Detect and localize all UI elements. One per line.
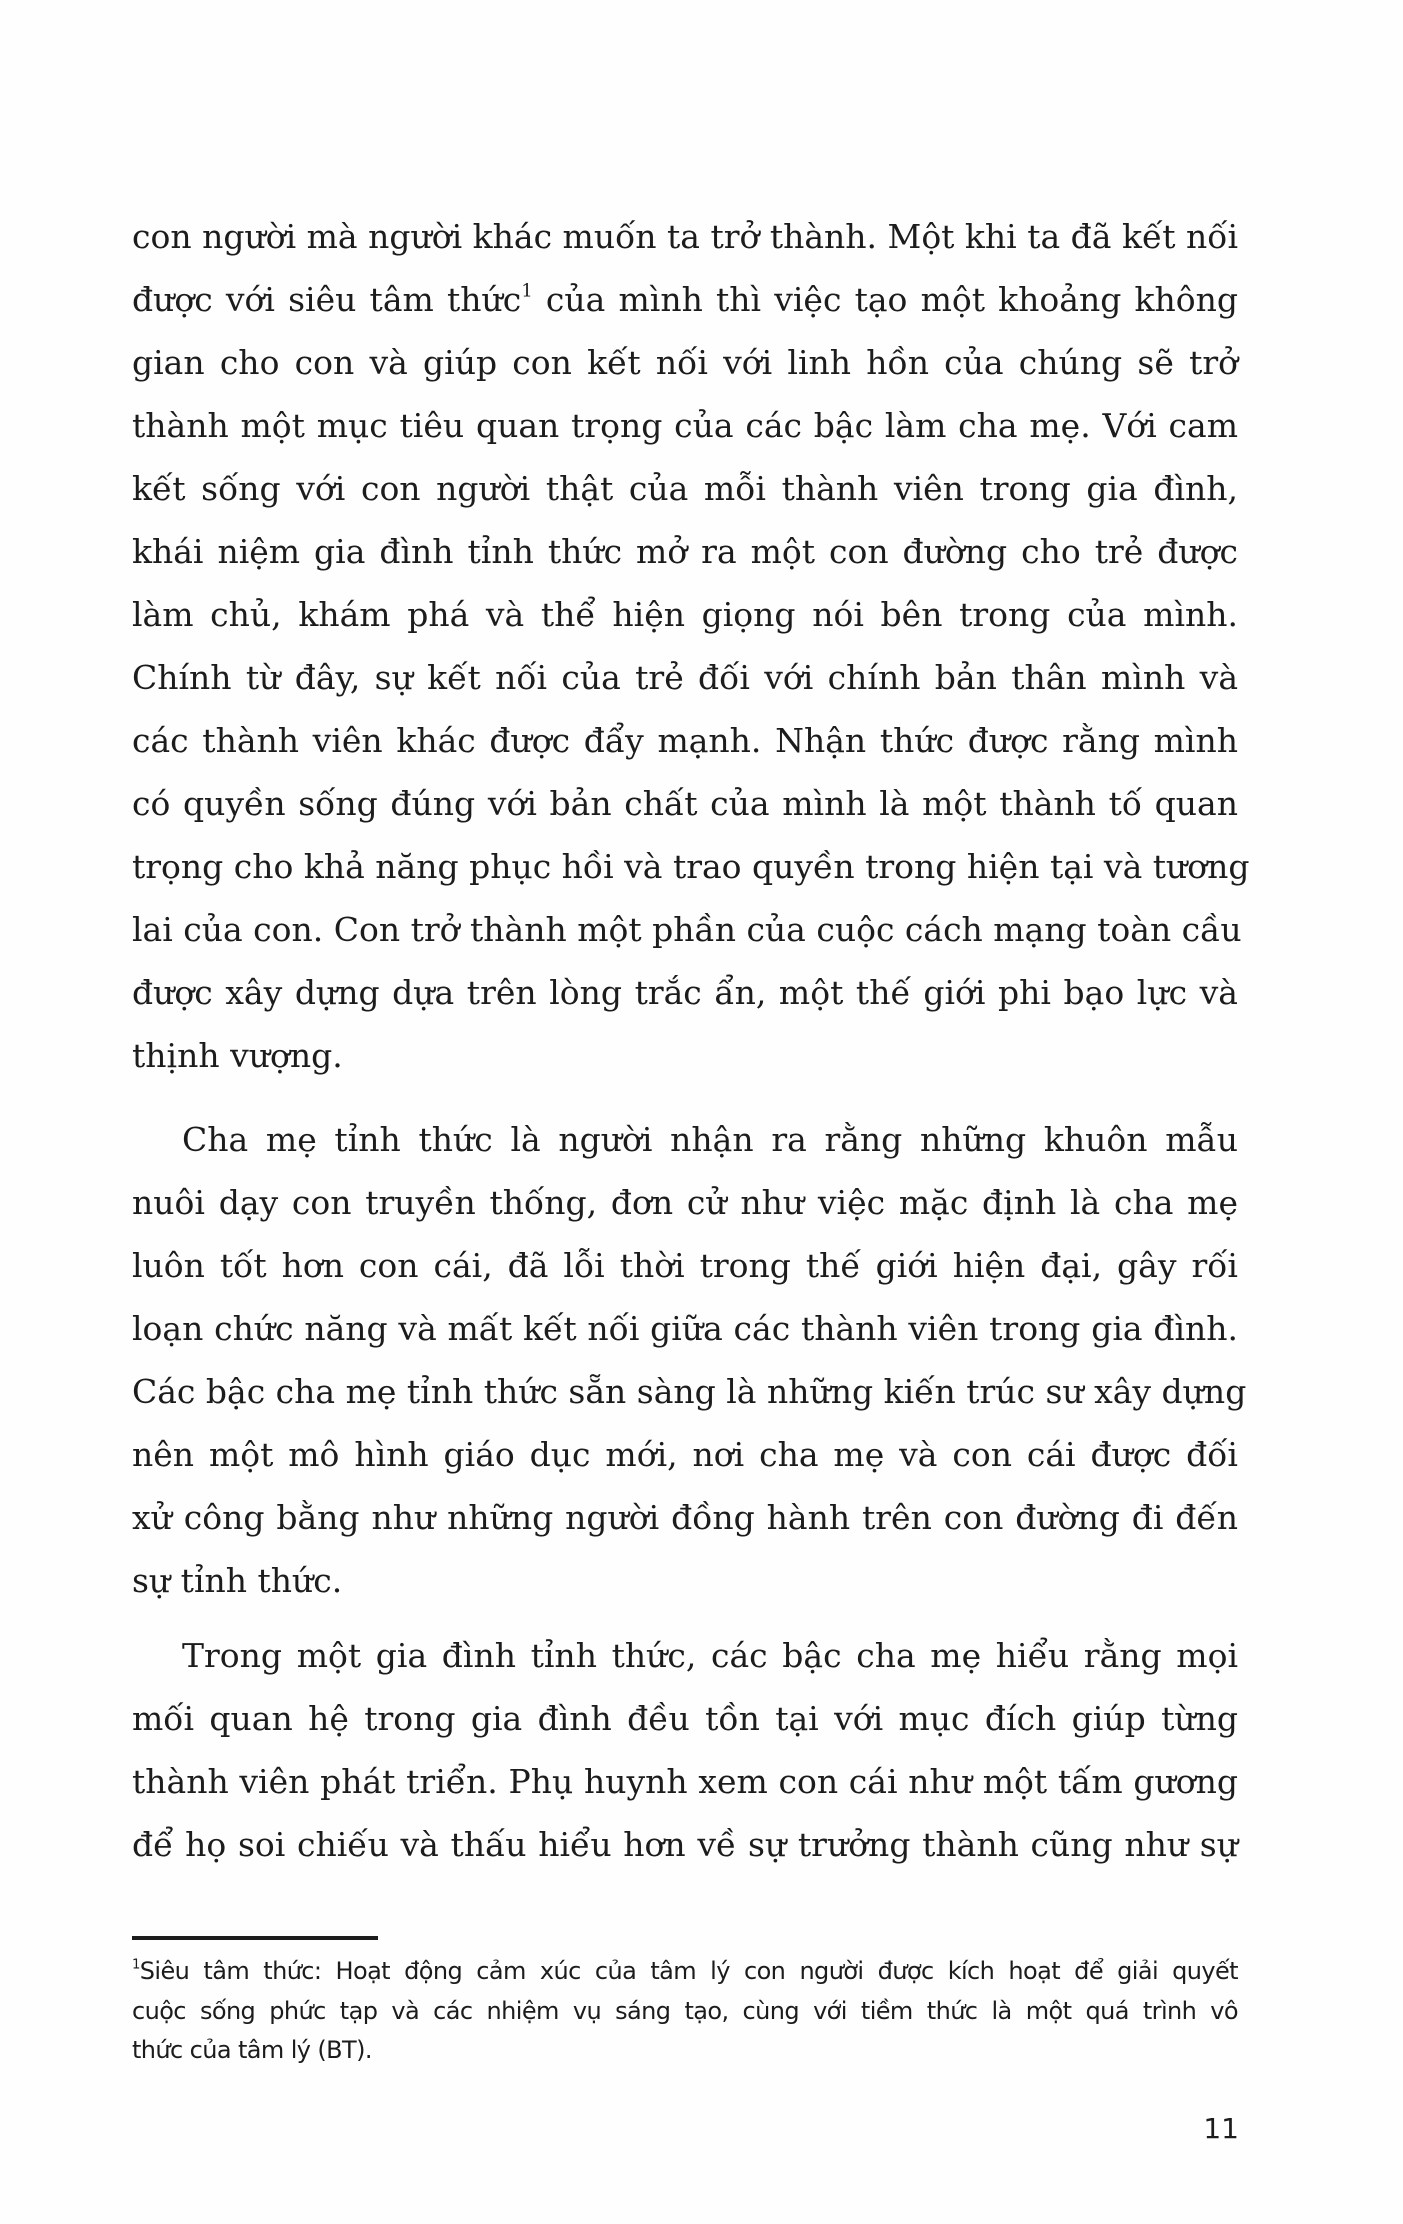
footnote-ref: 1 bbox=[521, 280, 533, 302]
footnote-line: thức của tâm lý (BT). bbox=[132, 2036, 372, 2064]
text-line: nên một mô hình giáo dục mới, nơi cha mẹ và con cái được đối bbox=[132, 1435, 1238, 1474]
text-line: xử công bằng như những người đồng hành trên con đường đi đến bbox=[132, 1498, 1238, 1537]
footnote-marker: 1 bbox=[132, 1957, 140, 1973]
text-line: lai của con. Con trở thành một phần của cuộc cách mạng toàn cầu bbox=[132, 910, 1242, 949]
text-line: có quyền sống đúng với bản chất của mình là một thành tố quan bbox=[132, 784, 1238, 823]
text-line: khái niệm gia đình tỉnh thức mở ra một con đường cho trẻ được bbox=[132, 532, 1238, 571]
text-line: Trong một gia đình tỉnh thức, các bậc cha mẹ hiểu rằng mọi bbox=[182, 1636, 1238, 1675]
paragraph-1 bbox=[132, 205, 1250, 1087]
text-line: loạn chức năng và mất kết nối giữa các thành viên trong gia đình. bbox=[132, 1309, 1238, 1348]
text-line bbox=[132, 268, 1238, 331]
text-line: thành một mục tiêu quan trọng của các bậc làm cha mẹ. Với cam bbox=[132, 406, 1238, 445]
paragraph-3 bbox=[132, 1624, 1238, 1876]
text-fragment: được với siêu tâm thức bbox=[132, 280, 522, 319]
footnote-divider bbox=[132, 1936, 378, 1940]
text-line: kết sống với con người thật của mỗi thành viên trong gia đình, bbox=[132, 469, 1238, 508]
paragraph-2 bbox=[132, 1108, 1247, 1612]
text-line: thành viên phát triển. Phụ huynh xem con cái như một tấm gương bbox=[132, 1762, 1238, 1801]
text-line: nuôi dạy con truyền thống, đơn cử như việc mặc định là cha mẹ bbox=[132, 1183, 1238, 1222]
text-line: trọng cho khả năng phục hồi và trao quyền trong hiện tại và tương bbox=[132, 847, 1250, 886]
text-line: thịnh vượng. bbox=[132, 1036, 343, 1075]
text-line: làm chủ, khám phá và thể hiện giọng nói bên trong của mình. bbox=[132, 595, 1238, 634]
text-line: gian cho con và giúp con kết nối với linh hồn của chúng sẽ trở bbox=[132, 343, 1238, 382]
footnote bbox=[132, 1952, 1238, 2071]
text-line: được xây dựng dựa trên lòng trắc ẩn, một thế giới phi bạo lực và bbox=[132, 973, 1238, 1012]
text-line: con người mà người khác muốn ta trở thành. Một khi ta đã kết nối bbox=[132, 217, 1238, 256]
text-fragment: của mình thì việc tạo một khoảng không bbox=[532, 280, 1238, 319]
text-line: để họ soi chiếu và thấu hiểu hơn về sự trưởng thành cũng như sự bbox=[132, 1825, 1238, 1864]
text-line: sự tỉnh thức. bbox=[132, 1561, 343, 1600]
text-line: Cha mẹ tỉnh thức là người nhận ra rằng những khuôn mẫu bbox=[182, 1120, 1238, 1159]
text-fragment: Siêu tâm thức: Hoạt động cảm xúc của tâm lý con người được kích hoạt để giải quyết bbox=[139, 1957, 1238, 1985]
footnote-line: cuộc sống phức tạp và các nhiệm vụ sáng tạo, cùng với tiềm thức là một quá trình vô bbox=[132, 1996, 1238, 2025]
text-line: luôn tốt hơn con cái, đã lỗi thời trong thế giới hiện đại, gây rối bbox=[132, 1246, 1238, 1285]
text-line: Chính từ đây, sự kết nối của trẻ đối với chính bản thân mình và bbox=[132, 658, 1238, 697]
text-line: các thành viên khác được đẩy mạnh. Nhận thức được rằng mình bbox=[132, 721, 1238, 760]
text-line: Các bậc cha mẹ tỉnh thức sẵn sàng là những kiến trúc sư xây dựng bbox=[132, 1372, 1247, 1411]
text-line: mối quan hệ trong gia đình đều tồn tại với mục đích giúp từng bbox=[132, 1699, 1238, 1738]
page-number: 11 bbox=[1203, 2112, 1239, 2145]
footnote-line bbox=[132, 1952, 1238, 1992]
